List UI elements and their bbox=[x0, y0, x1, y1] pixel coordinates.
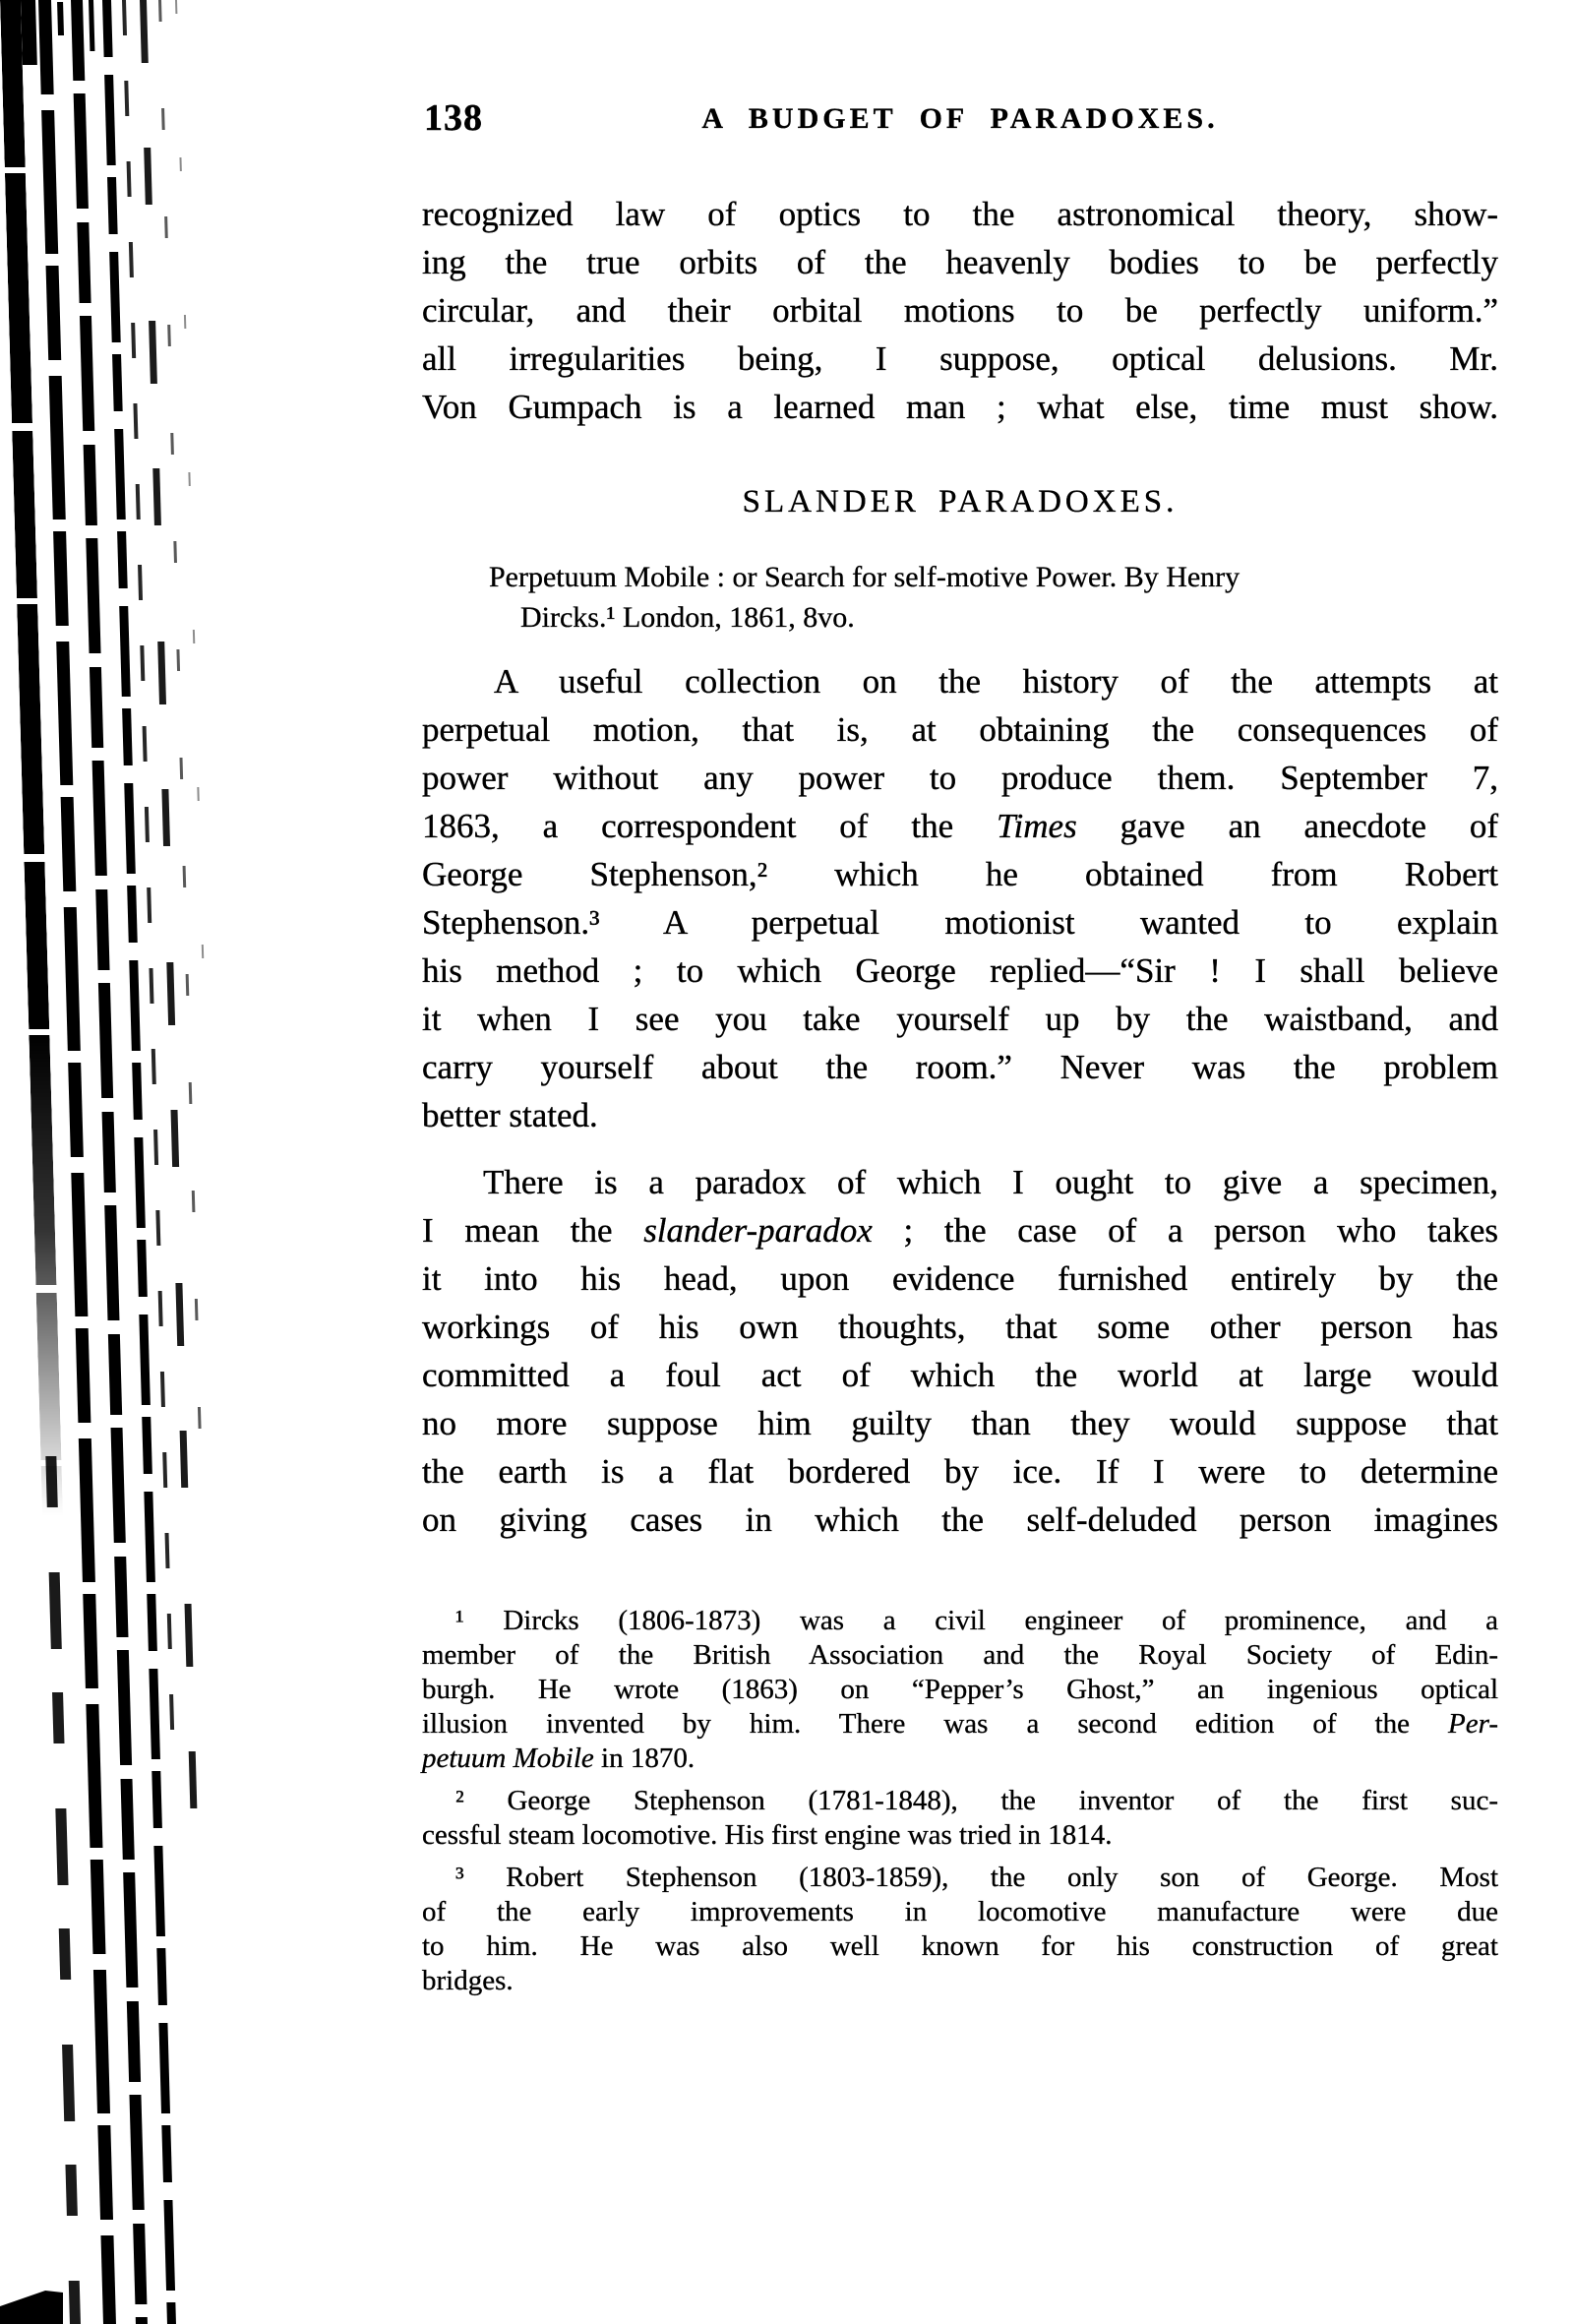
running-title: A BUDGET OF PARADOXES. bbox=[701, 102, 1219, 135]
text-line: no more suppose him guilty than they would suppose that bbox=[422, 1404, 1498, 1442]
scan-streak bbox=[45, 1456, 81, 2324]
text-line: power without any power to produce them. September 7, bbox=[422, 759, 1498, 797]
text-line: member of the British Association and the Royal Society of Edin- bbox=[422, 1639, 1498, 1671]
section-heading: SLANDER PARADOXES. bbox=[742, 484, 1179, 520]
paragraph-perpetual-motion bbox=[422, 657, 1498, 1139]
scan-streak bbox=[102, 0, 176, 2324]
scan-ink-patch bbox=[89, 0, 94, 51]
text-line: to him. He was also well known for his construction of great bbox=[422, 1930, 1498, 1962]
text-line: There is a paradox of which I ought to give a specimen, bbox=[483, 1163, 1498, 1201]
book-citation bbox=[422, 557, 1498, 638]
scan-ink-blob bbox=[0, 2291, 63, 2324]
scan-streak bbox=[175, 0, 208, 1082]
text-line: circular, and their orbital motions to be perfectly uniform.” bbox=[422, 291, 1498, 330]
text-line: Perpetuum Mobile : or Search for self-motive Power. By Henry bbox=[489, 561, 1240, 593]
scan-streak bbox=[71, 0, 148, 2324]
text-line: 1863, a correspondent of the Times gave an anecdote of bbox=[422, 807, 1498, 845]
text-line: perpetual motion, that is, at obtaining the consequences of bbox=[422, 710, 1498, 749]
page-number: 138 bbox=[424, 97, 483, 139]
scan-streak bbox=[158, 0, 203, 1476]
text-line: committed a foul act of which the world at large would bbox=[422, 1356, 1498, 1394]
text-line: on giving cases in which the self-deluded person imagines bbox=[422, 1500, 1498, 1539]
scan-streak bbox=[0, 0, 64, 1535]
footnote-3 bbox=[422, 1861, 1498, 1998]
paragraph-optics bbox=[422, 190, 1498, 431]
text-line: better stated. bbox=[422, 1096, 598, 1134]
text-line: it into his head, upon evidence furnished entirely by the bbox=[422, 1259, 1498, 1298]
scan-binding-streaks bbox=[0, 0, 272, 2324]
text-line: bridges. bbox=[422, 1965, 514, 1996]
text-line: I mean the slander-paradox ; the case of a person who takes bbox=[422, 1211, 1498, 1250]
scan-ink-patch bbox=[57, 2, 64, 35]
footnote-2 bbox=[422, 1784, 1498, 1853]
scan-streak bbox=[140, 0, 199, 1869]
text-line: ³ Robert Stephenson (1803-1859), the only son of George. Most bbox=[455, 1862, 1498, 1893]
text-line: A useful collection on the history of the attempts at bbox=[494, 662, 1498, 701]
text-line: his method ; to which George replied—“Sir ! I shall believe bbox=[422, 951, 1498, 990]
scan-streak bbox=[38, 0, 116, 2324]
text-line: the earth is a flat bordered by ice. If I were to determine bbox=[422, 1452, 1498, 1491]
footnotes bbox=[422, 1604, 1498, 2006]
text-line: of the early improvements in locomotive manufacture were due bbox=[422, 1896, 1498, 1927]
text-line: Dircks.¹ London, 1861, 8vo. bbox=[520, 601, 855, 634]
page-header bbox=[422, 96, 1498, 142]
scan-ink-patch bbox=[21, 0, 37, 65]
paragraph-slander-paradox bbox=[422, 1158, 1498, 1544]
text-line: burgh. He wrote (1863) on “Pepper’s Ghost,” an ingenious optical bbox=[422, 1674, 1498, 1705]
italic-text: slander-paradox bbox=[643, 1211, 873, 1250]
italic-text: Times bbox=[997, 807, 1077, 845]
text-line: petuum Mobile in 1870. bbox=[422, 1743, 696, 1774]
text-line: Von Gumpach is a learned man ; what else, time must show. bbox=[422, 388, 1498, 426]
text-line: all irregularities being, I suppose, optical delusions. Mr. bbox=[422, 339, 1498, 378]
footnote-1 bbox=[422, 1604, 1498, 1776]
text-line: cessful steam locomotive. His first engine was tried in 1814. bbox=[422, 1819, 1113, 1851]
text-line: illusion invented by him. There was a second edition of the Per- bbox=[422, 1708, 1498, 1740]
text-line: it when I see you take yourself up by the waistband, and bbox=[422, 1000, 1498, 1038]
italic-text: petuum Mobile bbox=[422, 1743, 594, 1774]
text-line: Stephenson.³ A perpetual motionist wanted to explain bbox=[422, 903, 1498, 942]
italic-text: Per- bbox=[1448, 1708, 1498, 1740]
text-line: workings of his own thoughts, that some other person has bbox=[422, 1308, 1498, 1346]
text-line: ¹ Dircks (1806-1873) was a civil engineer of prominence, and a bbox=[455, 1605, 1498, 1636]
text-line: ing the true orbits of the heavenly bodies to be perfectly bbox=[422, 243, 1498, 281]
scan-streak bbox=[122, 0, 175, 1771]
text-line: ² George Stephenson (1781-1848), the inventor of the first suc- bbox=[455, 1785, 1498, 1816]
text-line: carry yourself about the room.” Never was the problem bbox=[422, 1048, 1498, 1086]
text-line: George Stephenson,² which he obtained from Robert bbox=[422, 855, 1498, 893]
text-line: recognized law of optics to the astronomical theory, show- bbox=[422, 195, 1498, 233]
